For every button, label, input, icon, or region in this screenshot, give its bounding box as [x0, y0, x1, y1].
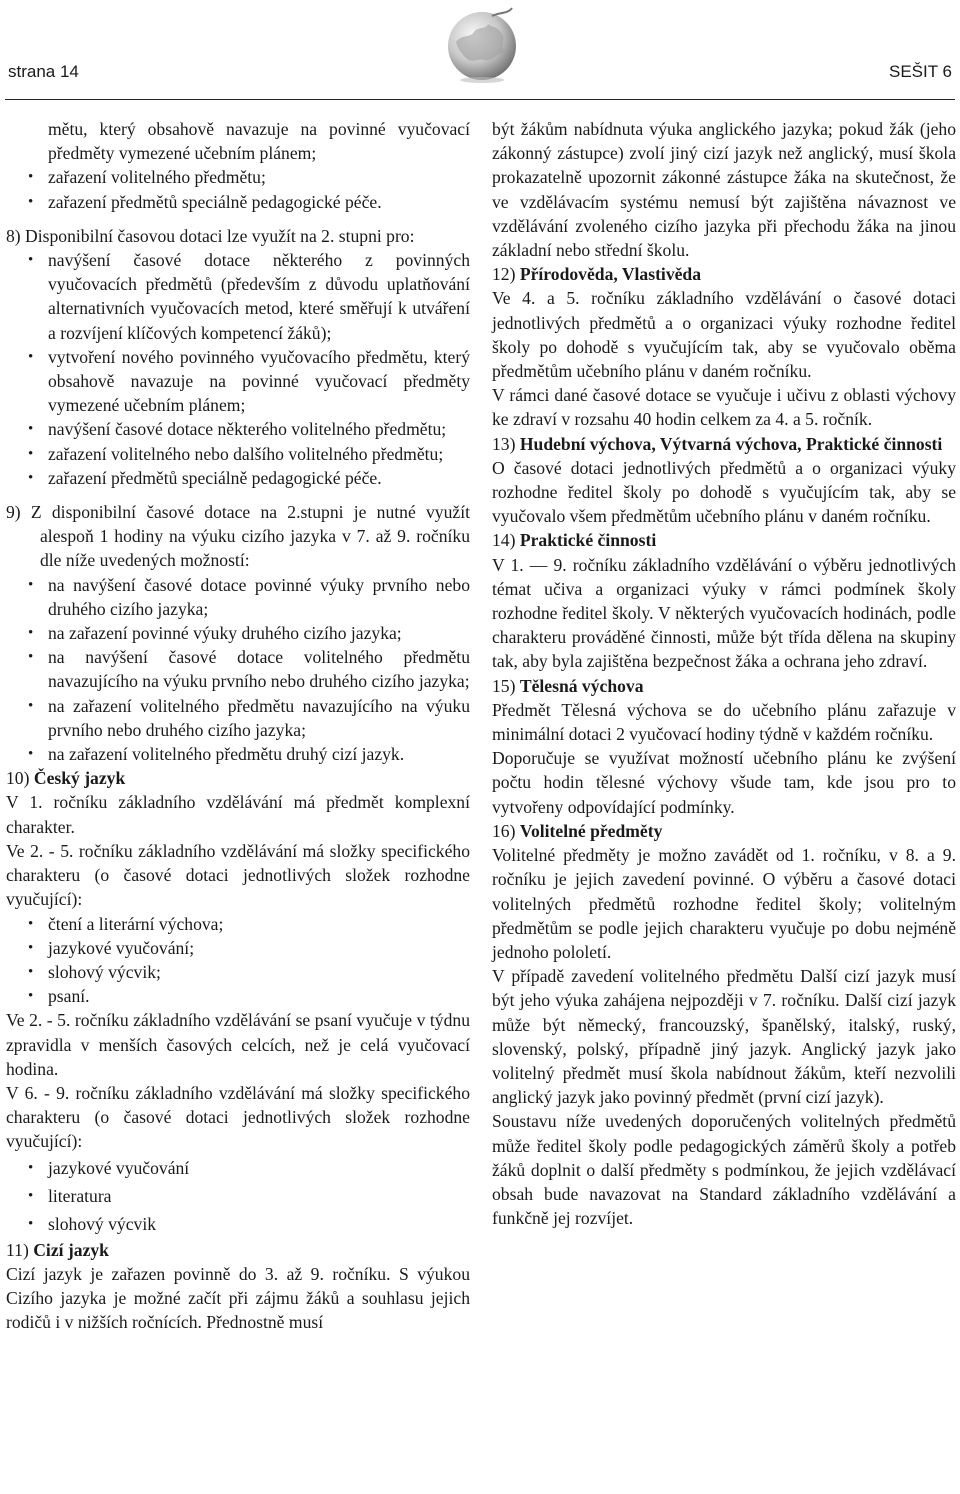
section-13-heading: 13) Hudební výchova, Výtvarná výchova, Praktické činnosti — [492, 433, 943, 454]
list-item: • čtení a literární výchova; — [6, 912, 470, 936]
list-item: • na zařazení povinné výuky druhého cizího jazyka; — [6, 621, 470, 645]
section-title: Hudební výchova, Výtvarná výchova, Praktické činnosti — [519, 433, 943, 454]
section-13-p1: O časové dotaci jednotlivých předmětů a o organizaci výuky rozhodne ředitel školy po dohodě s vyučujícím tak, aby se vyučovalo všem předmětům učebního plánu v daném ročníku. — [492, 457, 956, 527]
list-item: • na navýšení časové dotace povinné výuky prvního nebo druhého cizího jazyka; — [6, 573, 470, 621]
section-16-p1: Volitelné předměty je možno zavádět od 1. ročníku, v 8. a 9. ročníku je jejich zavedení povinné. O výběru a časové dotaci volitelných předmětů rozhodne ředitel školy; volitelným předmětům se podle jejich charakteru vyučuje po dobu nejméně jednoho pololetí. — [492, 845, 956, 962]
list-item: • psaní. — [6, 984, 470, 1008]
section-10-p4: V 6. - 9. ročníku základního vzdělávání má složky specifického charakteru (o časové dotaci jednotlivých složek rozhodne vyučující): — [6, 1082, 470, 1152]
section-12-heading: 12) Přírodověda, Vlastivěda — [492, 264, 702, 285]
section-14-p1: V 1. — 9. ročníku základního vzdělávání o výběru jednotlivých témat učiva a organizaci výuky v rámci podmínek školy rozhodne ředitel školy. V některých vyučovacích hodinách, podle charakteru prováděné činnosti, může být třída dělena na skupiny tak, aby byla zajištěna bezpečnost žáka a ochrana jeho zdraví. — [492, 554, 956, 672]
section-title: Přírodověda, Vlastivěda — [519, 264, 702, 285]
globe-logo-icon — [442, 4, 522, 84]
section-16-p2: V případě zavedení volitelného předmětu Další cizí jazyk musí být jeho výuka zahájena nejpozději v 7. ročníku. Další cizí jazyk může být německý, francouzský, španělský, italský, ruský, slovenský, polský, případně jiný jazyk. Anglický jazyk jako volitelný předmět musí škola nabídnout žákům, kteří nezvolili anglický jazyk jako povinný předmět (první cizí jazyk). — [492, 966, 956, 1108]
section-15-heading: 15) Tělesná výchova — [492, 675, 644, 696]
section-11-heading: 11) Cizí jazyk — [6, 1239, 109, 1260]
left-column — [6, 117, 470, 1334]
section-title: Český jazyk — [33, 768, 126, 789]
list-item: • vytvoření nového povinného vyučovacího předmětu, který obsahově navazuje na povinné vyučovací předměty vymezené učebním plánem; — [6, 345, 470, 418]
section-15-p1: Předmět Tělesná výchova se do učebního plánu zařazuje v minimální dotaci 2 vyučovací hodiny týdně v každém ročníku. — [492, 699, 956, 745]
header-divider — [5, 99, 955, 100]
list-item: mětu, který obsahově navazuje na povinné vyučovací předměty vymezené učebním plánem; — [48, 119, 470, 164]
page-number: strana 14 — [8, 62, 79, 81]
section-title: Praktické činnosti — [519, 530, 657, 551]
list-item: • na navýšení časové dotace volitelného předmětu navazujícího na výuku prvního nebo druhého cizího jazyka; — [6, 645, 470, 693]
list-item: • zařazení předmětů speciálně pedagogické péče. — [6, 466, 470, 490]
section-12-p2: V rámci dané časové dotace se vyučuje i učivu z oblasti výchovy ke zdraví v rozsahu 40 hodin celkem za 4. a 5. ročník. — [492, 385, 956, 430]
list-item: • slohový výcvik — [6, 1210, 470, 1238]
paragraph-9: 9) Z disponibilní časové dotace na 2.stupni je nutné využít alespoň 1 hodiny na výuku cizího jazyka v 7. až 9. ročníku dle níže uvedených možností: — [6, 502, 470, 571]
list-item: • zařazení volitelného předmětu; — [6, 165, 470, 189]
section-10-p2: Ve 2. - 5. ročníku základního vzdělávání má složky specifického charakteru (o časové dotaci jednotlivých složek rozhodne vyučující): — [6, 840, 470, 910]
section-title: Volitelné předměty — [519, 820, 663, 841]
section-12-p1: Ve 4. a 5. ročníku základního vzdělávání o časové dotaci jednotlivých předmětů a o organizaci výuky rozhodne ředitel školy po dohodě s vyučujícím tak, aby se vyučovalo oběma předmětům učebního plánu v daném ročníku. — [492, 288, 956, 382]
list-item: • jazykové vyučování — [6, 1154, 470, 1182]
section-10-heading: 10) Český jazyk — [6, 768, 126, 789]
continued-paragraph: být žákům nabídnuta výuka anglického jazyka; pokud žák (jeho zákonný zástupce) zvolí jiný cizí jazyk než anglický, musí škola prokazatelně upozornit zákonné zástupce žáka na skutečnost, že ve vzdělávacím systému nemusí být zajištěna návaznost ve vzdělávání zvoleného cizího jazyka při přechodu žáka na jinou základní nebo střední školu. — [492, 119, 956, 261]
section-16-p3: Soustavu níže uvedených doporučených volitelných předmětů může ředitel školy podle pedagogických záměrů školy a potřeb žáků doplnit o další předměty s podmínkou, že jejich vzdělávací obsah bude navazovat na Standard základního vzdělávání a funkčně jej rozvíjet. — [492, 1111, 956, 1229]
list-item: • na zařazení volitelného předmětu navazujícího na výuku prvního nebo druhého cizího jazyka; — [6, 694, 470, 742]
section-14-heading: 14) Praktické činnosti — [492, 530, 657, 551]
section-15-p2: Doporučuje se využívat možností učebního plánu ke zvýšení počtu hodin tělesné výchovy všude tam, kde jsou pro to vytvořeny odpovídající podmínky. — [492, 748, 956, 817]
list-10a — [6, 912, 470, 1009]
list-item: • zařazení předmětů speciálně pedagogické péče. — [6, 190, 470, 214]
section-11-p1: Cizí jazyk je zařazen povinně do 3. až 9. ročníku. S výukou Cizího jazyka je možné začít při zájmu žáků a souhlasu jejich rodičů i v nižších ročnících. Přednostně musí — [6, 1263, 470, 1333]
list-8 — [6, 248, 470, 490]
page-header — [0, 0, 960, 100]
section-16-heading: 16) Volitelné předměty — [492, 820, 663, 841]
right-column — [492, 117, 956, 1230]
list-item: • jazykové vyučování; — [6, 936, 470, 960]
list-item: • na zařazení volitelného předmětu druhý cizí jazyk. — [6, 742, 470, 766]
list-item: • navýšení časové dotace některého volitelného předmětu; — [6, 417, 470, 441]
section-title: Tělesná výchova — [519, 675, 644, 696]
section-10-p3: Ve 2. - 5. ročníku základního vzdělávání se psaní vyučuje v týdnu zpravidla v menších časových celcích, než je celá vyučovací hodina. — [6, 1010, 470, 1079]
list-item: • literatura — [6, 1182, 470, 1210]
section-title: Cizí jazyk — [33, 1239, 109, 1260]
paragraph-8: 8) Disponibilní časovou dotaci lze využít na 2. stupni pro: — [6, 225, 415, 246]
list-10b — [6, 1154, 470, 1238]
issue-label: SEŠIT 6 — [889, 62, 952, 81]
list-item: • zařazení volitelného nebo dalšího volitelného předmětu; — [6, 442, 470, 466]
list-9 — [6, 573, 470, 767]
intro-list — [6, 117, 470, 214]
section-10-p1: V 1. ročníku základního vzdělávání má předmět komplexní charakter. — [6, 792, 470, 837]
list-item: • navýšení časové dotace některého z povinných vyučovacích předmětů (především z důvodu uplatňování alternativních vyučovacích metod, které směřují k utváření a rozvíjení klíčových kompetencí žáků); — [6, 248, 470, 345]
list-item: • slohový výcvik; — [6, 960, 470, 984]
